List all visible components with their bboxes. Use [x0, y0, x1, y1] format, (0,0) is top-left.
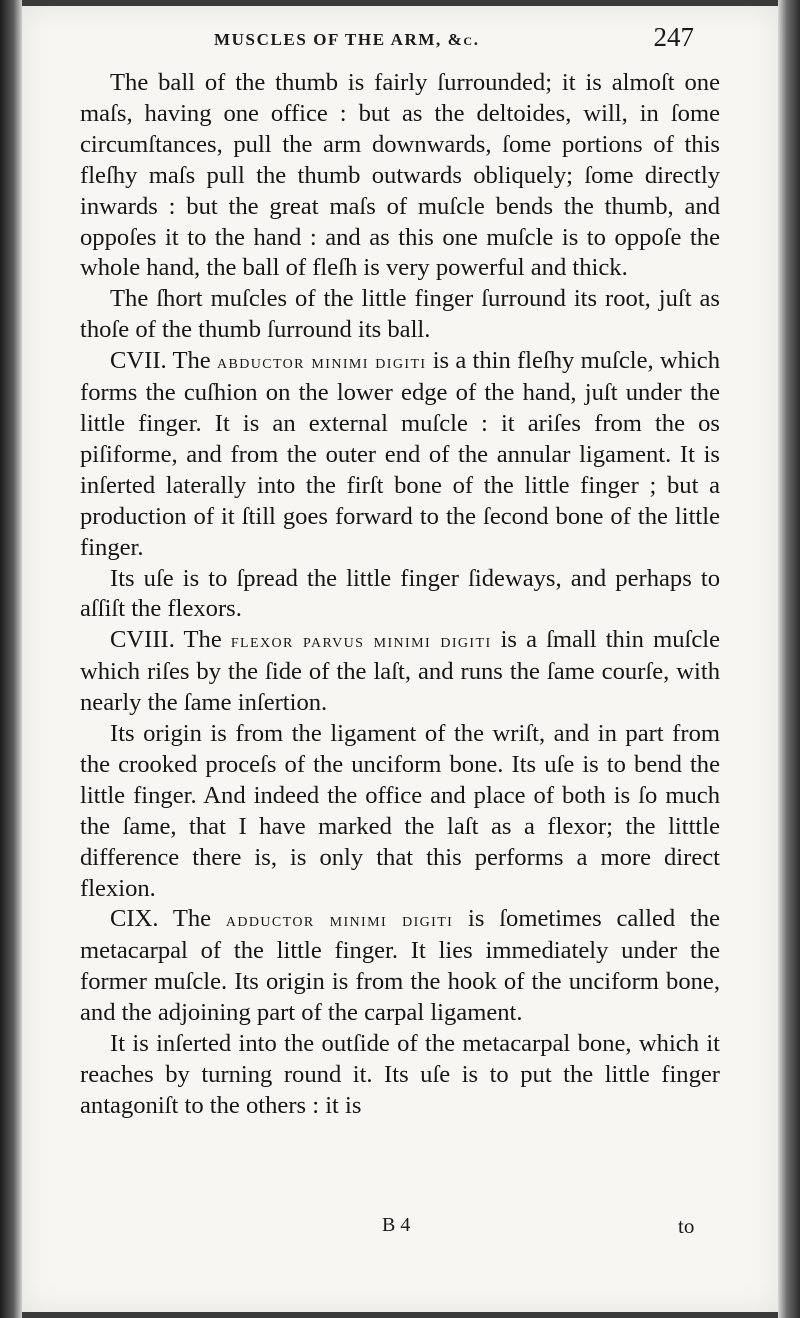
body-text: [80, 68, 720, 1122]
muscle-name: adductor minimi digiti: [225, 909, 454, 932]
paragraph-little-finger-muscles: [80, 284, 720, 346]
paragraph-text: CVII. The: [110, 347, 217, 375]
book-page: [22, 6, 778, 1312]
paragraph-text: It is inſerted into the outſide of the metacarpal bone, which it reaches by turning round it. Its uſe is to put the little finger antagoniſt to the others : it is: [80, 1030, 720, 1119]
paragraph-cix: [80, 904, 720, 1029]
paragraph-text: Its uſe is to ſpread the little finger ſideways, and perhaps to aſſiſt the flexors.: [80, 564, 720, 623]
page-edge-shadow: [778, 0, 800, 1318]
paragraph-text: is ſometimes called the metacarpal of the little finger. It lies immediately under the former muſcle. Its origin is from the hook of the unciform bone, and the adjoining part of the carpal ligament.: [80, 905, 720, 1027]
paragraph-cviii-origin: [80, 719, 720, 904]
paragraph-thumb-ball: [80, 68, 720, 284]
paragraph-cviii: [80, 625, 720, 719]
paragraph-text: CVIII. The: [110, 626, 231, 654]
paragraph-text: is a ſmall thin muſcle which riſes by the ſide of the laſt, and runs the ſame courſe, with nearly the ſame inſertion.: [80, 626, 720, 717]
paragraph-cvii-use: [80, 564, 720, 626]
signature-mark: B 4: [382, 1214, 411, 1236]
paragraph-text: CIX. The: [110, 905, 226, 933]
muscle-name: flexor parvus minimi digiti: [230, 630, 492, 653]
running-head: MUSCLES OF THE ARM, &c.: [214, 30, 480, 49]
paragraph-text: The ball of the thumb is fairly ſurrounded; it is almoſt one maſs, having one office : but as the deltoides, will, in ſome circumſtances, pull the arm downwards, ſome portions of this fleſhy maſs pull the thumb outwards obliquely; ſome directly inwards : but the great maſs of muſcle bends the thumb, and oppoſes it to the hand : and as this one muſcle is to oppoſe the whole hand, the ball of fleſh is very powerful and thick.: [80, 69, 720, 282]
page-header: [22, 22, 778, 58]
paragraph-cvii: [80, 346, 720, 563]
paragraph-text: Its origin is from the ligament of the wriſt, and in part from the crooked proceſs of the unciform bone. Its uſe is to bend the little finger. And indeed the office and place of both is ſo much the ſame, that I have marked the laſt as a flexor; the litttle difference there is, is only that this performs a more direct flexion.: [80, 720, 720, 902]
paragraph-cix-insertion: [80, 1029, 720, 1122]
paragraph-text: is a thin fleſhy muſcle, which forms the cuſhion on the lower edge of the hand, juſt under the little finger. It is an external muſcle : it ariſes from the os piſiforme, and from the outer end of the annular ligament. It is inſerted laterally into the firſt bone of the little finger ; but a production of it ſtill goes forward to the ſecond bone of the little finger.: [80, 347, 720, 561]
page-number: 247: [653, 22, 694, 52]
page-footer: [22, 1210, 778, 1250]
muscle-name: abductor minimi digiti: [216, 351, 427, 374]
catchword: to: [678, 1214, 695, 1238]
book-gutter-shadow: [0, 0, 22, 1318]
paragraph-text: The ſhort muſcles of the little finger ſurround its root, juſt as thoſe of the thumb ſurround its ball.: [80, 285, 720, 344]
